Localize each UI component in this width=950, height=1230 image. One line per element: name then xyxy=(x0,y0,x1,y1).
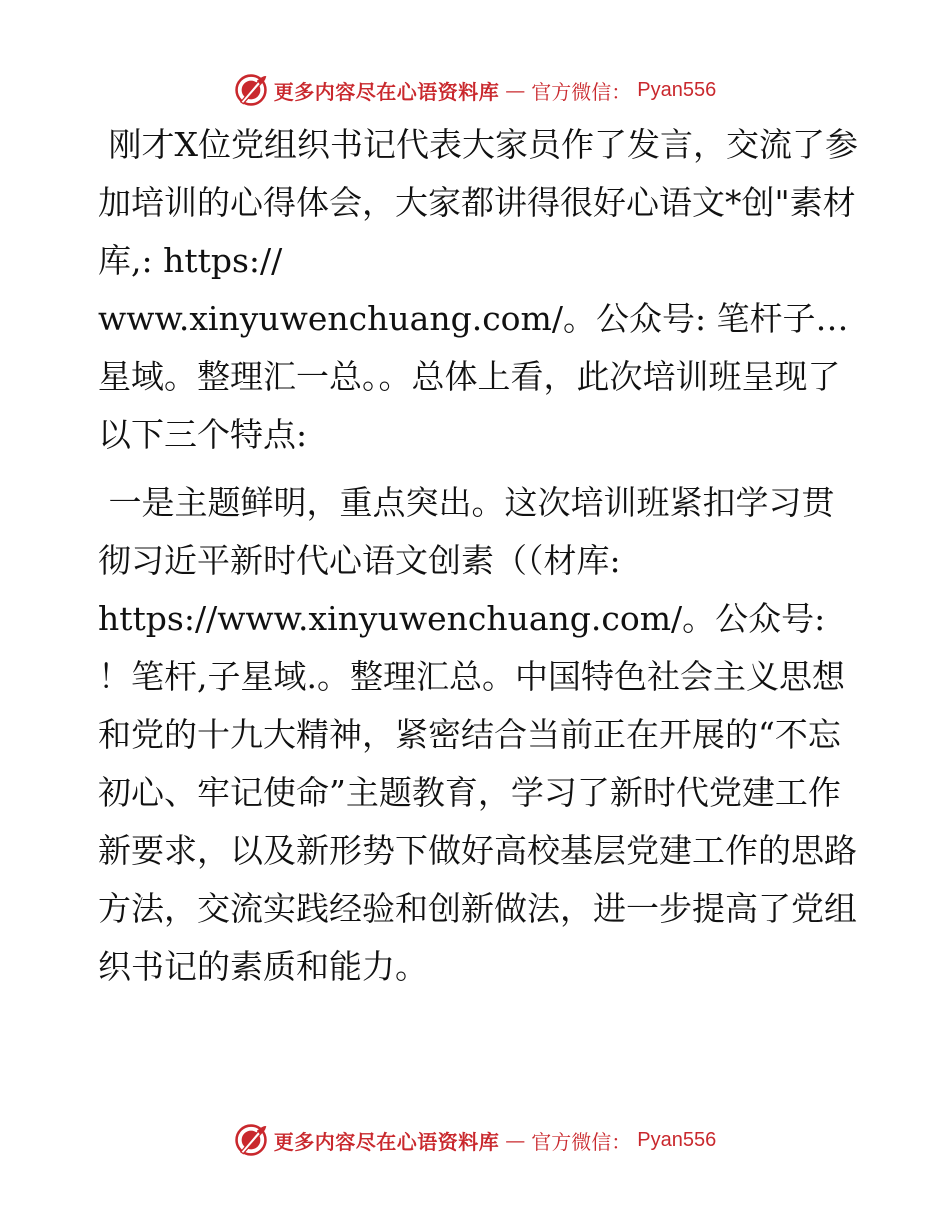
footer-watermark-banner xyxy=(0,1120,950,1160)
paragraph-2: 一是主题鲜明，重点突出。这次培训班紧扣学习贯彻习近平新时代心语文创素（（材库: https://www.xinyuwenchuang.com/。公众号: ！笔杆,子星域.。整理汇总。中国特色社会主义思想和党的十九大精神，紧密结合当前正在开展的“不忘初心、牢记使命”主题教育，学习了新时代党建工作新要求，以及新形势下做好高校基层党建工作的思路方法，交流实践经验和创新做法，进一步提高了党组织书记的素质和能力。 xyxy=(98,483,857,986)
quill-pen-seal-icon xyxy=(234,73,268,107)
banner-separator: — xyxy=(505,1128,526,1152)
banner-site-name: 更多内容尽在心语资料库 xyxy=(273,1129,500,1154)
quill-pen-seal-icon xyxy=(234,1123,268,1157)
paragraph-1: 刚才X位党组织书记代表大家员作了发言，交流了参加培训的心得体会，大家都讲得很好心语文*创"素材库,: https:// www.xinyuwenchuang.com/。公众号: 笔杆子…星域。整理汇一总。。总体上看，此次培训班呈现了以下三个特点: xyxy=(98,125,858,454)
banner-wechat-label: 官方微信： xyxy=(531,79,632,104)
header-watermark-banner xyxy=(0,70,950,110)
banner-wechat-id: Pyan556 xyxy=(637,1128,717,1151)
banner-separator: — xyxy=(505,78,526,102)
banner-site-name: 更多内容尽在心语资料库 xyxy=(273,79,500,104)
banner-wechat-id: Pyan556 xyxy=(637,78,717,101)
document-body xyxy=(98,116,858,1006)
banner-wechat-label: 官方微信： xyxy=(531,1129,632,1154)
